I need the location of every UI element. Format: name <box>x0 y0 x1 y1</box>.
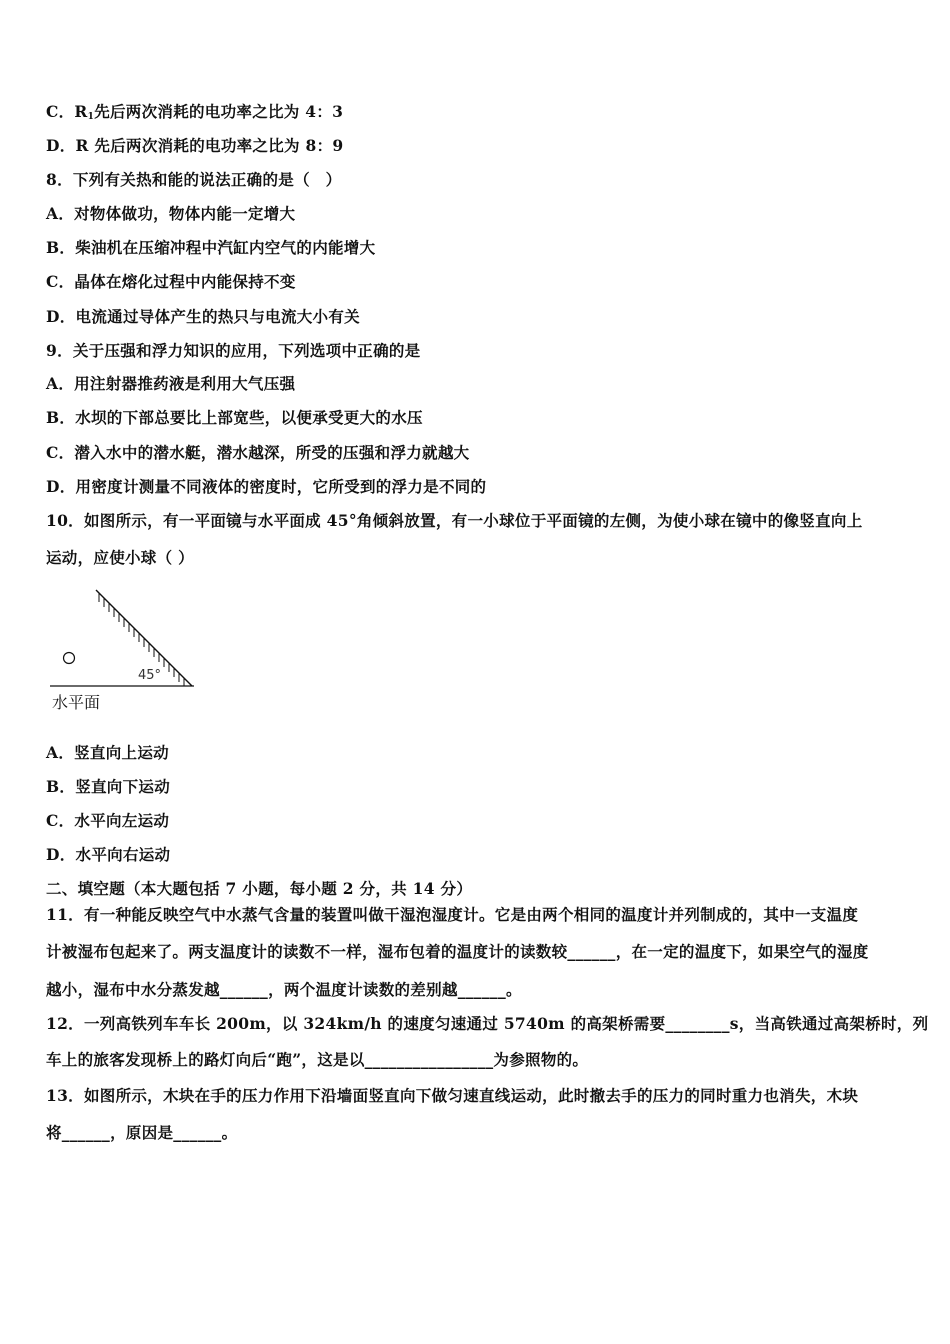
q10-option-b: B．竖直向下运动 <box>46 777 171 796</box>
q8-option-a: A．对物体做功，物体内能一定增大 <box>46 204 296 223</box>
q9-option-b: B．水坝的下部总要比上部宽些，以便承受更大的水压 <box>46 408 423 427</box>
q8-stem: 8．下列有关热和能的说法正确的是（ ） <box>46 170 342 189</box>
q10-option-d: D．水平向右运动 <box>46 845 171 864</box>
q10-option-c: C．水平向左运动 <box>46 811 170 830</box>
q9-option-a: A．用注射器推药液是利用大气压强 <box>46 374 296 393</box>
q13-line2: 将______，原因是______。 <box>46 1123 238 1142</box>
section2-heading: 二、填空题（本大题包括 7 小题，每小题 2 分，共 14 分） <box>46 879 473 898</box>
angle-label: 45° <box>138 668 162 683</box>
q7-option-c: C．$R_1$先后两次消耗的电功率之比为 4：3 <box>46 102 344 122</box>
q7-option-d: D．R 先后两次消耗的电功率之比为 8：9 <box>46 136 344 155</box>
horizontal-plane-label: 水平面 <box>52 693 101 712</box>
q9-option-d: D．用密度计测量不同液体的密度时，它所受到的浮力是不同的 <box>46 477 487 496</box>
q8-option-d: D．电流通过导体产生的热只与电流大小有关 <box>46 307 360 326</box>
q11-line2: 计被湿布包起来了。两支温度计的读数不一样，湿布包着的温度计的读数较______，在一定的温度下，如果空气的湿度 <box>46 942 869 961</box>
ball <box>64 653 75 664</box>
q9-option-c: C．潜入水中的潜水艇，潜水越深，所受的压强和浮力就越大 <box>46 443 470 462</box>
q13-line1: 13．如图所示，木块在手的压力作用下沿墙面竖直向下做匀速直线运动，此时撤去手的压力的同时重力也消失，木块 <box>46 1086 859 1105</box>
q8-option-b: B．柴油机在压缩冲程中汽缸内空气的内能增大 <box>46 238 376 257</box>
q10-option-a: A．竖直向上运动 <box>46 743 169 762</box>
q10-stem-line2: 运动，应使小球（ ） <box>46 548 194 567</box>
q11-line1: 11．有一种能反映空气中水蒸气含量的装置叫做干湿泡湿度计。它是由两个相同的温度计并列制成的，其中一支温度 <box>46 905 859 924</box>
q10-stem-line1: 10．如图所示，有一平面镜与水平面成 45°角倾斜放置，有一小球位于平面镜的左侧，为使小球在镜中的像竖直向上 <box>46 511 863 530</box>
q11-line3: 越小，湿布中水分蒸发越______，两个温度计读数的差别越______。 <box>46 980 522 999</box>
q9-stem: 9．关于压强和浮力知识的应用，下列选项中正确的是 <box>46 341 421 360</box>
q12-line1: 12．一列高铁列车车长 200m，以 324km/h 的速度匀速通过 5740m 的高架桥需要________s，当高铁通过高架桥时，列 <box>46 1014 929 1033</box>
q8-option-c: C．晶体在熔化过程中内能保持不变 <box>46 272 296 291</box>
q12-line2: 车上的旅客发现桥上的路灯向后“跑”，这是以________________为参照物的。 <box>46 1050 589 1069</box>
